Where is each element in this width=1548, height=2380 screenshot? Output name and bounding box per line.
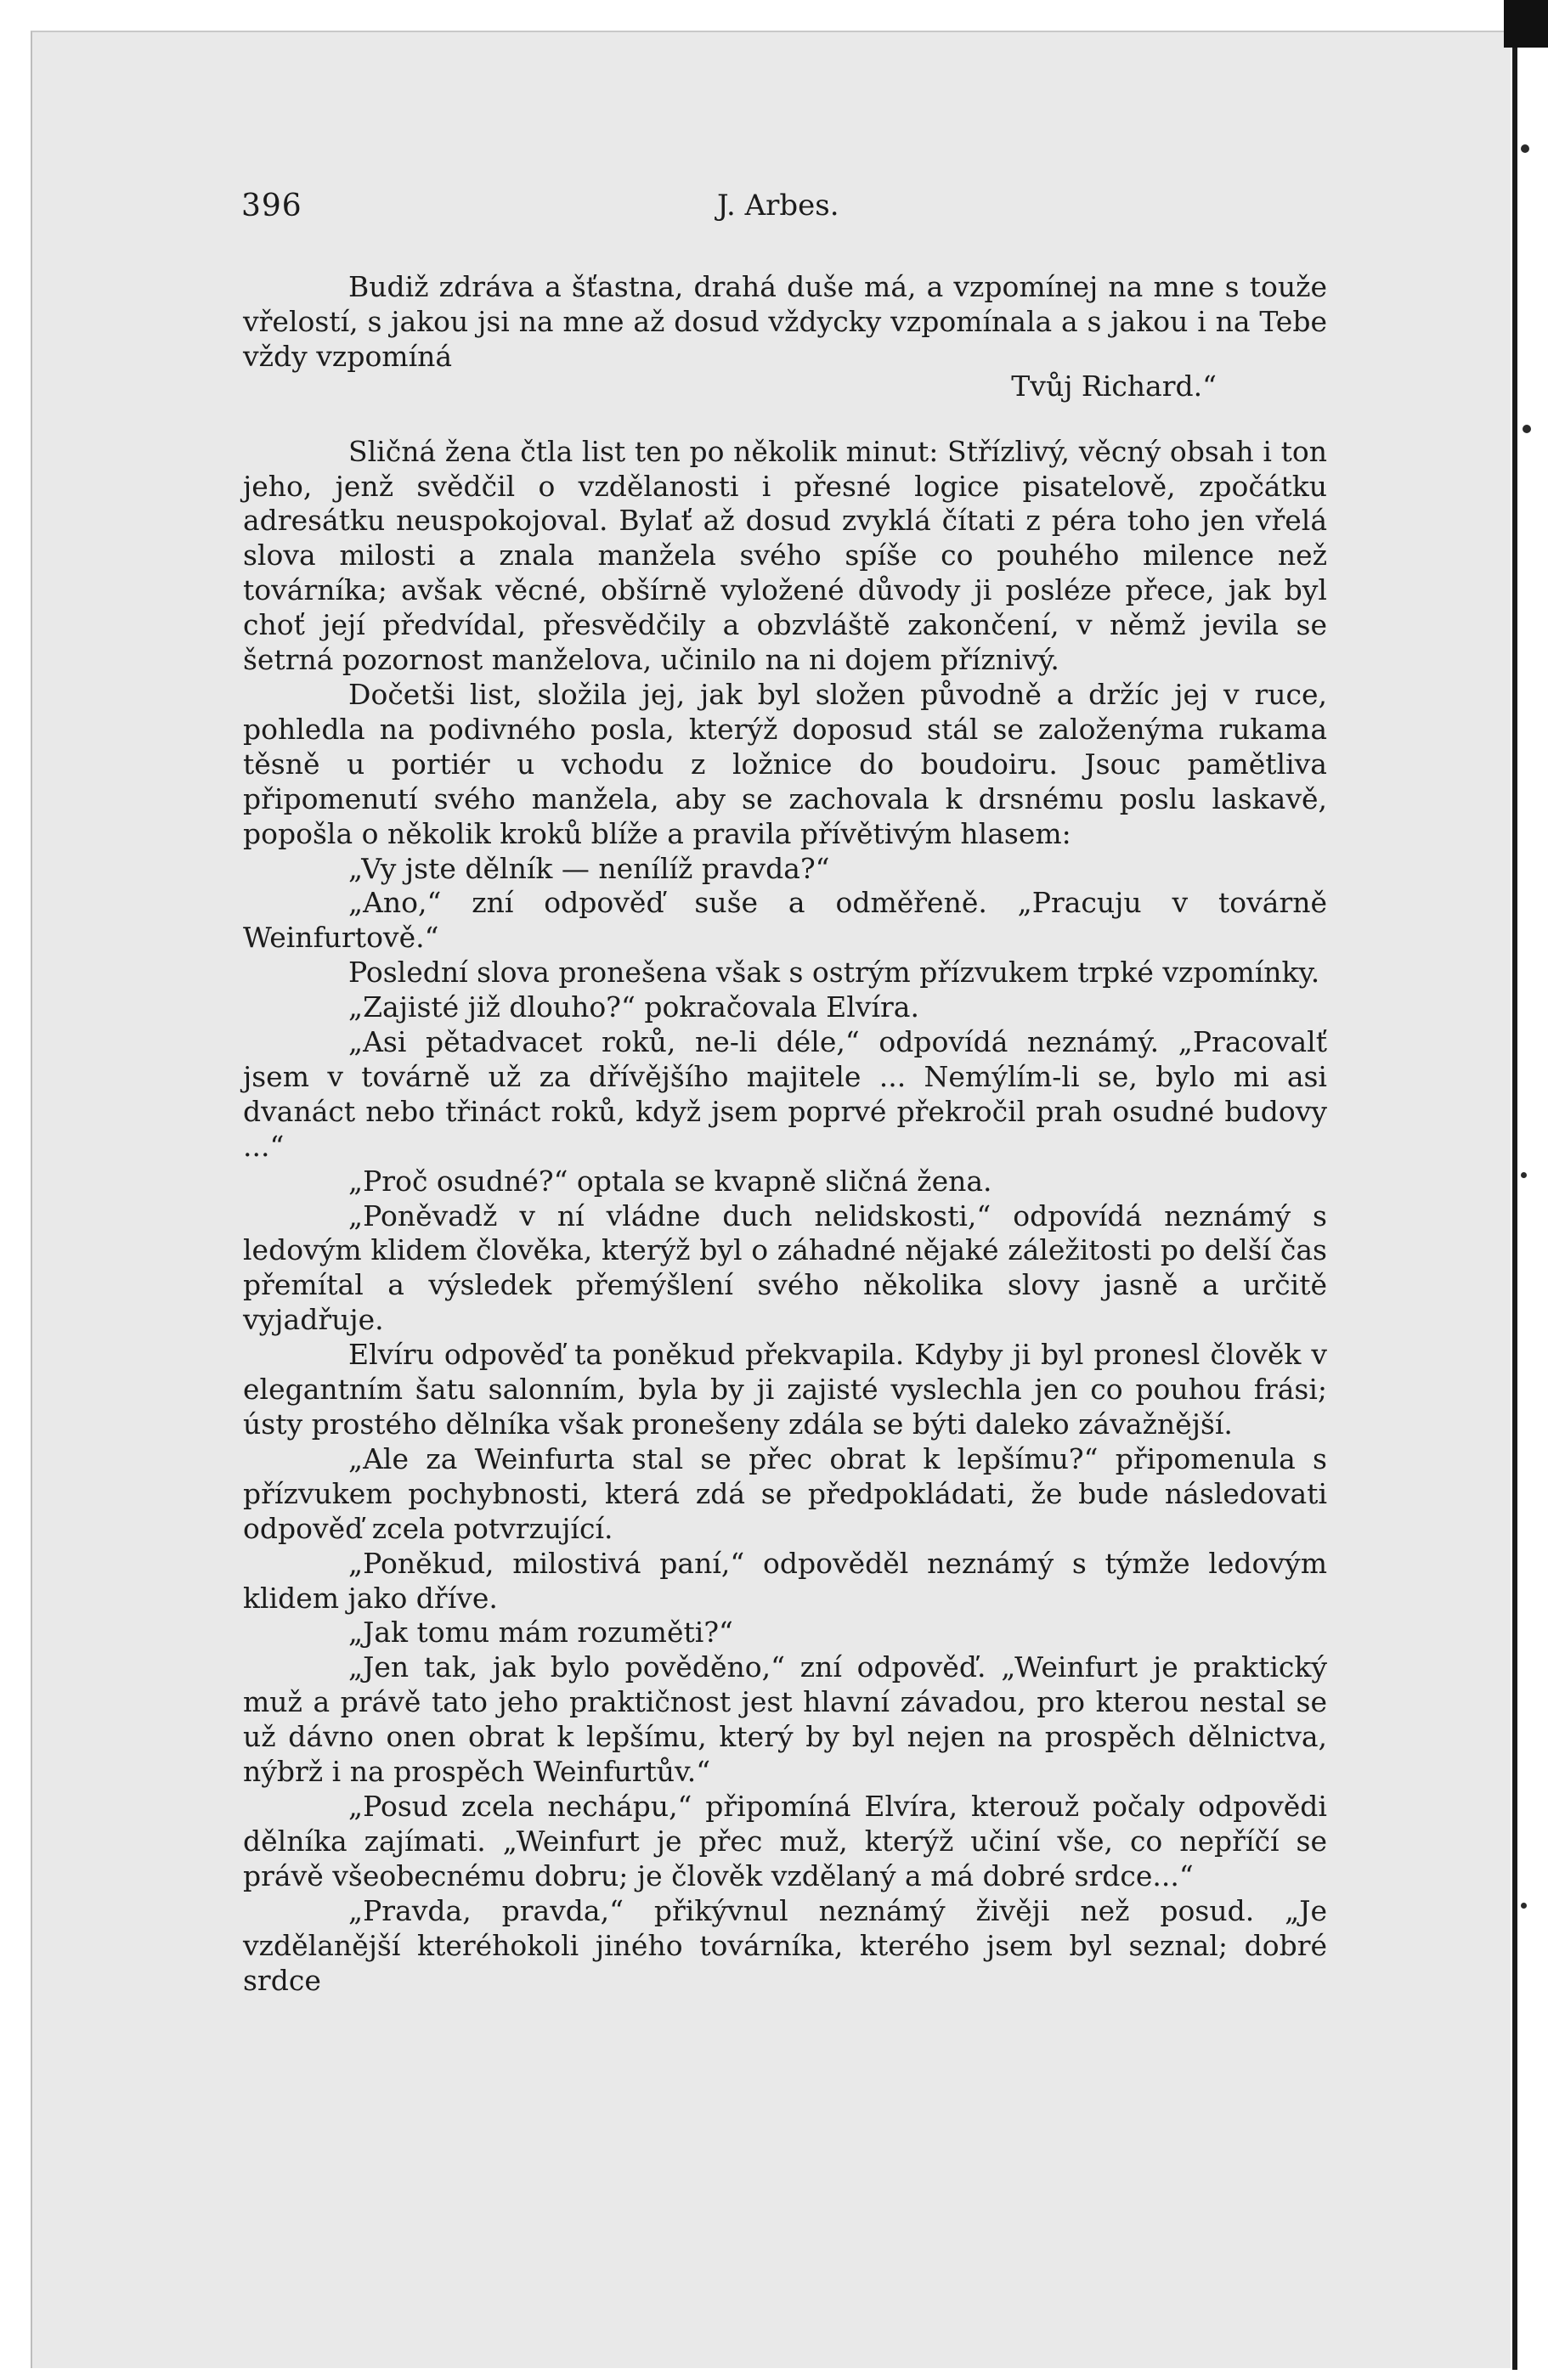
paragraph: Sličná žena čtla list ten po několik minut: Střízlivý, věcný obsah i ton jeho, jenž svědčil o vzdělanosti i přesné logice pisatelově, zpočátku adresátku neuspokojoval. Bylať až dosud zvyklá čítati z péra toho jen vřelá slova milosti a znala manžela svého spíše co pouhého milence než továrníka; avšak věcné, obšírně vyložené důvody ji posléze přece, jak byl choť její předvídal, přesvědčily a obzvláště zakončení, v němž jevila se šetrná pozornost manželova, učinilo na ni dojem příznivý. [243, 434, 1327, 677]
corner-dark-mark [1504, 0, 1548, 48]
paragraph: „Ale za Weinfurta stal se přec obrat k lepšímu?“ připomenula s přízvukem pochybnosti, která zdá se předpokládati, že bude následovati odpověď zcela potvrzující. [243, 1441, 1327, 1545]
paragraph: „Jen tak, jak bylo pověděno,“ zní odpověď. „Weinfurt je praktický muž a právě tato jeho praktičnost jest hlavní závadou, pro kterou nestal se už dávno onen obrat k lepšímu, který by byl nejen na prospěch dělnictva, nýbrž i na prospěch Weinfurtův.“ [243, 1650, 1327, 1789]
paragraph: „Jak tomu mám rozuměti?“ [348, 1616, 733, 1650]
page-number: 396 [241, 189, 302, 223]
paragraph: „Ano,“ zní odpověď suše a odměřeně. „Pracuju v továrně Weinfurtově.“ [243, 886, 1327, 955]
paragraph: „Poněkud, milostivá paní,“ odpověděl neznámý s týmže ledovým klidem jako dříve. [243, 1546, 1327, 1615]
binding-edge-line [1512, 25, 1517, 2370]
paragraph: Budiž zdráva a šťastna, drahá duše má, a vzpomínej na mne s touže vřelostí, s jakou jsi na mne až dosud vždycky vzpomínala a s jakou i na Tebe vždy vzpomíná [243, 270, 1327, 373]
page-header [241, 189, 1329, 231]
letter-signature: Tvůj Richard.“ [1011, 369, 1217, 403]
paragraph: „Zajisté již dlouho?“ pokračovala Elvíra. [348, 990, 919, 1024]
margin-speck [1523, 425, 1531, 433]
paragraph: „Asi pětadvacet roků, ne-li déle,“ odpovídá neznámý. „Pracovalť jsem v továrně už za dřívějšího majitele ... Nemýlím-li se, bylo mi asi dvanáct nebo třináct roků, když jsem poprvé překročil prah osudné budovy ...“ [243, 1025, 1327, 1163]
paragraph: „Pravda, pravda,“ přikývnul neznámý živěji než posud. „Je vzdělanější kteréhokoli jiného továrníka, kterého jsem byl seznal; dobré srdce [243, 1893, 1327, 1997]
running-head: J. Arbes. [717, 189, 839, 223]
paragraph: Dočetši list, složila jej, jak byl složen původně a držíc jej v ruce, pohledla na podivného posla, kterýž doposud stál se založenýma rukama těsně u portiér u vchodu z ložnice do boudoiru. Jsouc pamětliva připomenutí svého manžela, aby se zachovala k drsnému poslu laskavě, popošla o několik kroků blíže a pravila přívětivým hlasem: [243, 677, 1327, 850]
margin-speck [1521, 1903, 1527, 1909]
paragraph: „Vy jste dělník — nenílíž pravda?“ [348, 851, 830, 885]
paragraph: Poslední slova pronešena však s ostrým přízvukem trpké vzpomínky. [348, 956, 1320, 990]
margin-speck [1521, 1172, 1527, 1178]
paragraph: „Poněvadž v ní vládne duch nelidskosti,“ odpovídá neznámý s ledovým klidem člověka, kterýž byl o záhadné nějaké záležitosti po delší čas přemítal a výsledek přemýšlení svého několika slovy jasně a určitě vyjadřuje. [243, 1198, 1327, 1337]
margin-speck [1521, 144, 1529, 153]
paragraph: „Posud zcela nechápu,“ připomíná Elvíra, kterouž počaly odpovědi dělníka zajímati. „Weinfurt je přec muž, kterýž učiní vše, co nepříčí se právě všeobecnému dobru; je člověk vzdělaný a má dobré srdce...“ [243, 1789, 1327, 1892]
paragraph: Elvíru odpověď ta poněkud překvapila. Kdyby ji byl pronesl člověk v elegantním šatu salonním, byla by ji zajisté vyslechla jen co pouhou frási; ústy prostého dělníka však pronešeny zdála se býti daleko závažnější. [243, 1338, 1327, 1441]
paragraph: „Proč osudné?“ optala se kvapně sličná žena. [348, 1164, 992, 1198]
body-text [243, 270, 1327, 1998]
